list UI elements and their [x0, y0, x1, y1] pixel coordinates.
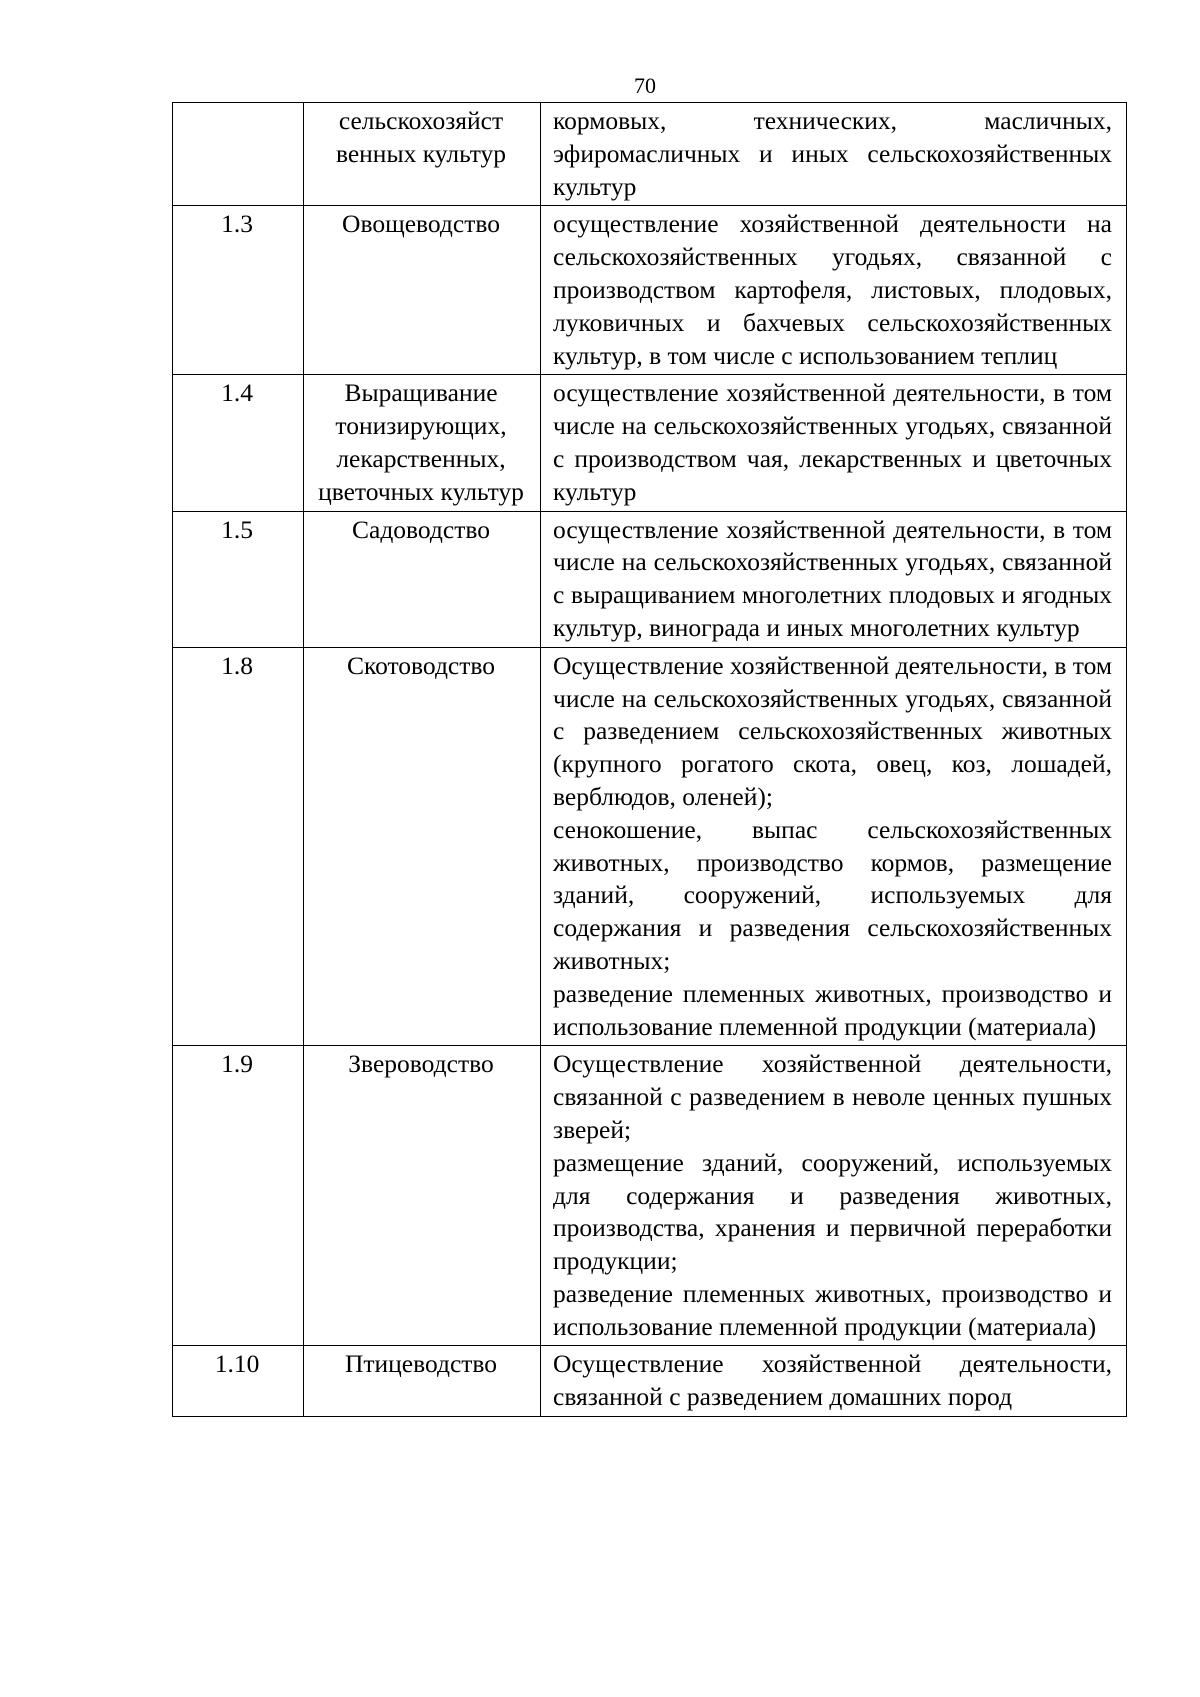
row-name: Звероводство	[304, 1046, 541, 1346]
table-row	[173, 511, 1127, 647]
row-code: 1.5	[173, 511, 304, 647]
table-row	[173, 103, 1127, 206]
row-name: Птицеводство	[304, 1346, 541, 1417]
row-description	[541, 1046, 1127, 1346]
row-description	[541, 206, 1127, 375]
description-paragraph: Осуществление хозяйственной деятельности, связанной с разведением в неволе ценных пушных зверей;	[553, 1049, 1112, 1144]
description-paragraph: разведение племенных животных, производство и использование племенной продукции (материала)	[553, 978, 1112, 1041]
row-description	[541, 511, 1127, 647]
description-paragraph: разведение племенных животных, производство и использование племенной продукции (материала)	[553, 1278, 1112, 1341]
description-paragraph: размещение зданий, сооружений, используемых для содержания и разведения животных, производства, хранения и первичной переработки продукции;	[553, 1147, 1112, 1276]
page-number: 70	[634, 73, 656, 98]
land-use-table	[172, 102, 1127, 1417]
row-code: 1.4	[173, 375, 304, 511]
row-description	[541, 1346, 1127, 1417]
table-row	[173, 1046, 1127, 1346]
row-code: 1.3	[173, 206, 304, 375]
description-paragraph: осуществление хозяйственной деятельности, в том числе на сельскохозяйственных угодьях, связанной с производством чая, лекарственных и цветочных культур	[553, 378, 1112, 506]
row-description	[541, 103, 1127, 206]
row-code: 1.10	[173, 1346, 304, 1417]
table-row	[173, 206, 1127, 375]
row-description	[541, 375, 1127, 511]
description-paragraph: осуществление хозяйственной деятельности на сельскохозяйственных угодьях, связанной с производством картофеля, листовых, плодовых, луковичных и бахчевых сельскохозяйственных культур, в том числе с использованием теплиц	[553, 209, 1112, 370]
row-code	[173, 103, 304, 206]
row-name: Выращивание тонизирующих, лекарственных, цветочных культур	[304, 375, 541, 511]
row-name: Овощеводство	[304, 206, 541, 375]
row-name: Скотоводство	[304, 647, 541, 1046]
row-code: 1.9	[173, 1046, 304, 1346]
row-code: 1.8	[173, 647, 304, 1046]
description-paragraph: сенокошение, выпас сельскохозяйственных животных, производство кормов, размещение зданий, сооружений, используемых для содержания и разведения сельскохозяйственных животных;	[553, 814, 1112, 975]
table-row	[173, 1346, 1127, 1417]
row-name: сельскохозяйст венных культур	[304, 103, 541, 206]
description-paragraph: Осуществление хозяйственной деятельности, в том числе на сельскохозяйственных угодьях, связанной с разведением сельскохозяйственных животных (крупного рогатого скота, овец, коз, лошадей, верблюдов, оленей);	[553, 650, 1112, 811]
description-paragraph: осуществление хозяйственной деятельности, в том числе на сельскохозяйственных угодьях, связанной с выращиванием многолетних плодовых и ягодных культур, винограда и иных многолетних культур	[553, 514, 1112, 642]
table-row	[173, 647, 1127, 1046]
description-paragraph: Осуществление хозяйственной деятельности, связанной с разведением домашних пород	[553, 1349, 1112, 1412]
table-row	[173, 375, 1127, 511]
row-name: Садоводство	[304, 511, 541, 647]
row-description	[541, 647, 1127, 1046]
description-paragraph: кормовых, технических, масличных, эфиромасличных и иных сельскохозяйственных культур	[553, 106, 1112, 201]
